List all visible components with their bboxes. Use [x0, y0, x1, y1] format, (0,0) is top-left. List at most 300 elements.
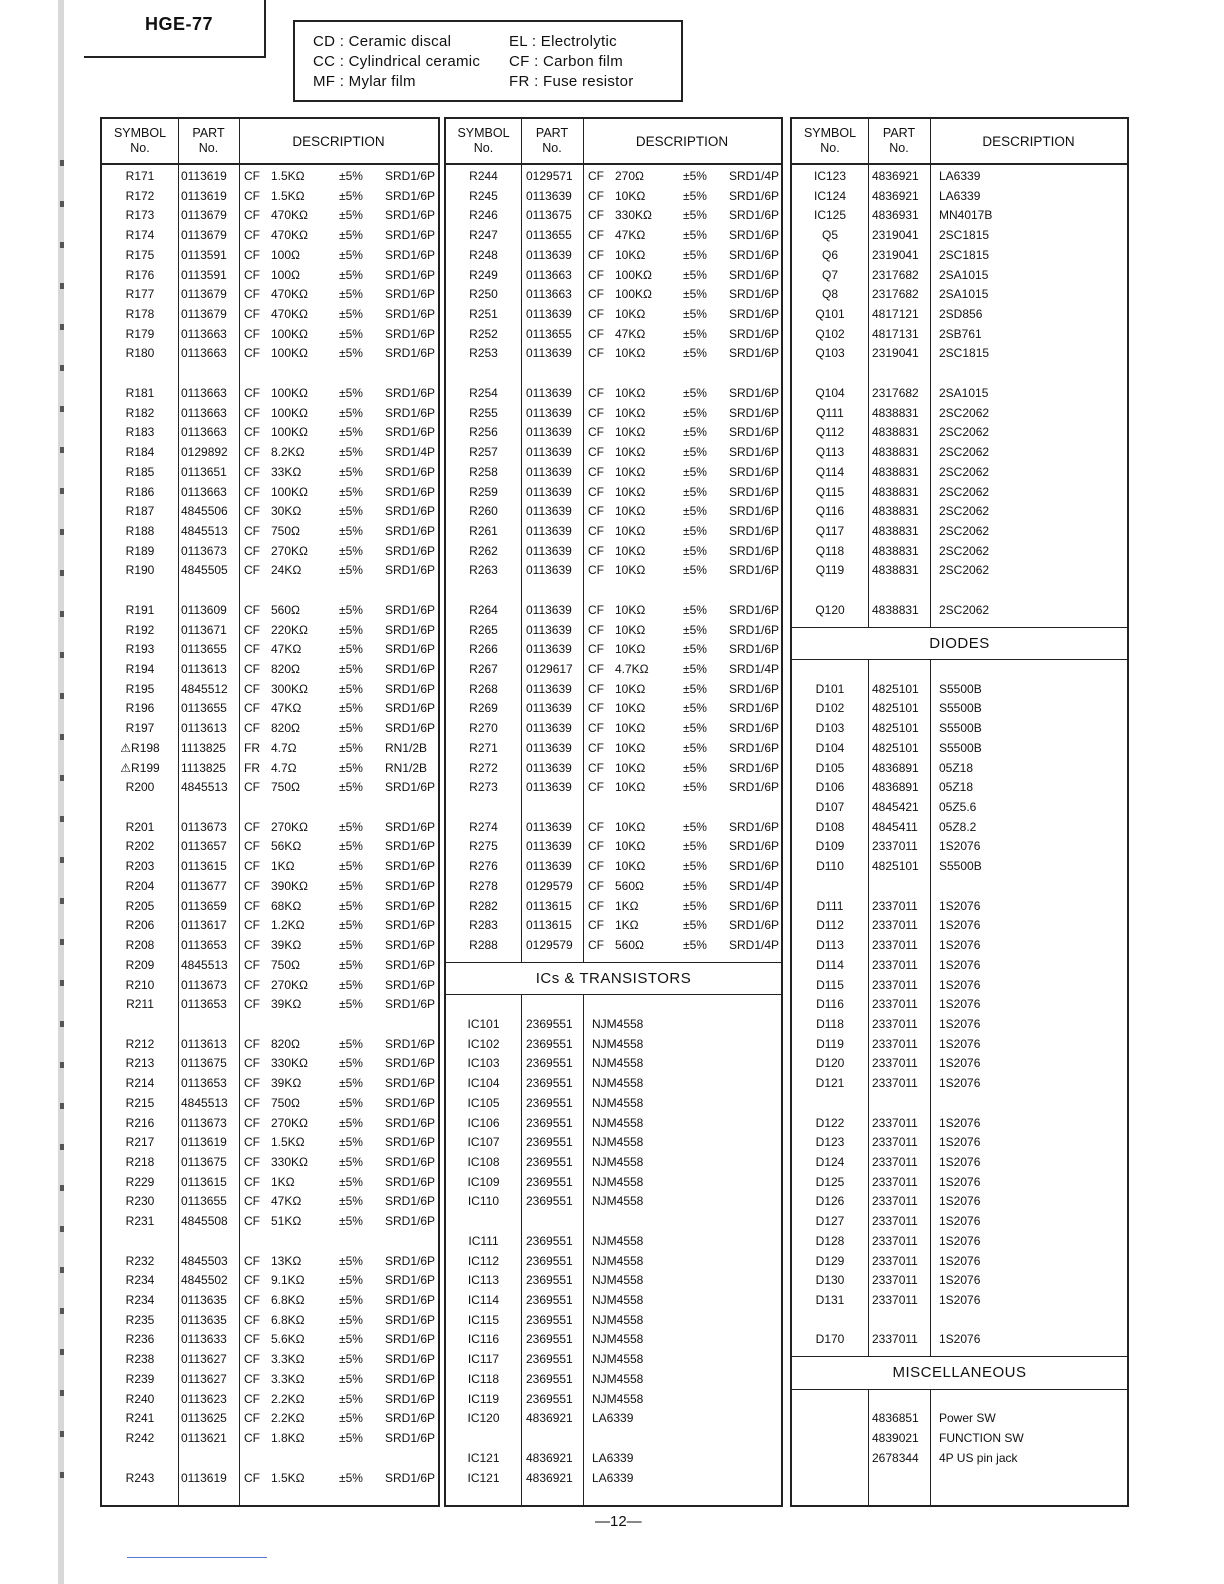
part-description: LA6339 [592, 1411, 634, 1426]
resistor-spec: SRD1/6P [385, 1253, 436, 1268]
part-description: NJM4558 [592, 1332, 644, 1347]
part-description: 1S2076 [939, 997, 981, 1012]
part-symbol: R273 [469, 780, 498, 795]
resistor-spec: SRD1/6P [729, 346, 780, 361]
resistor-type: CF [244, 445, 260, 460]
part-number: 2337011 [872, 898, 918, 913]
resistor-tolerance: ±5% [339, 740, 363, 755]
part-symbol: R171 [125, 169, 155, 183]
page-number: —12— [595, 1513, 642, 1530]
part-symbol: R179 [125, 326, 155, 341]
resistor-spec: SRD1/6P [385, 1293, 436, 1308]
part-description: NJM4558 [592, 1273, 644, 1288]
resistor-value: 24KΩ [271, 563, 302, 578]
part-symbol: R175 [125, 247, 155, 262]
part-number: 4838831 [872, 464, 919, 479]
part-number: 0129617 [526, 662, 573, 676]
resistor-value: 10KΩ [615, 385, 646, 400]
column-divider [583, 993, 584, 1505]
resistor-type: CF [588, 721, 604, 736]
resistor-tolerance: ±5% [339, 385, 363, 400]
resistor-tolerance: ±5% [339, 1371, 363, 1386]
resistor-value: 5.6KΩ [271, 1332, 305, 1347]
resistor-spec: SRD1/6P [385, 464, 436, 479]
resistor-spec: SRD1/4P [729, 662, 780, 676]
resistor-value: 560Ω [271, 602, 300, 617]
resistor-type: CF [244, 563, 260, 578]
resistor-tolerance: ±5% [339, 957, 363, 972]
resistor-spec: SRD1/6P [385, 346, 436, 361]
resistor-value: 10KΩ [615, 523, 646, 538]
resistor-value: 47KΩ [615, 326, 646, 341]
part-number: 2337011 [872, 997, 918, 1012]
part-symbol: IC117 [467, 1352, 500, 1367]
part-number: 0113657 [181, 839, 227, 854]
part-number: 2317682 [872, 287, 919, 302]
part-number: 0113639 [526, 602, 572, 617]
binding-mark [60, 775, 64, 781]
resistor-tolerance: ±5% [683, 681, 707, 696]
resistor-value: 560Ω [615, 878, 644, 893]
part-symbol: R256 [469, 425, 498, 440]
part-symbol: R255 [469, 405, 498, 420]
part-description: 05Z18 [939, 760, 974, 775]
resistor-value: 390KΩ [271, 878, 308, 893]
resistor-type: CF [244, 267, 260, 282]
resistor-tolerance: ±5% [683, 622, 707, 637]
resistor-type: CF [244, 918, 260, 933]
part-number: 0113639 [526, 188, 572, 203]
part-symbol: R205 [125, 898, 155, 913]
resistor-tolerance: ±5% [683, 839, 707, 854]
binding-mark [60, 447, 64, 453]
part-number: 0113625 [181, 1411, 227, 1426]
part-symbol: D110 [816, 859, 844, 874]
binding-mark [60, 529, 64, 535]
part-number: 4845513 [181, 957, 228, 972]
resistor-type: CF [588, 918, 604, 933]
resistor-spec: SRD1/6P [385, 504, 436, 519]
resistor-value: 1KΩ [615, 918, 639, 933]
part-number: 2369551 [526, 1135, 573, 1150]
part-symbol: R186 [125, 484, 155, 499]
resistor-value: 750Ω [271, 523, 300, 538]
part-number: 0113673 [181, 977, 227, 992]
part-number: 2369551 [526, 1016, 573, 1031]
resistor-tolerance: ±5% [339, 977, 363, 992]
part-symbol: R250 [469, 287, 498, 302]
resistor-type: CF [244, 1076, 260, 1091]
part-symbol: D118 [816, 1016, 844, 1031]
resistor-spec: SRD1/6P [729, 760, 780, 775]
resistor-spec: SRD1/6P [385, 247, 436, 262]
resistor-spec: SRD1/6P [385, 1391, 436, 1406]
part-number: 0113671 [181, 622, 227, 637]
resistor-value: 1KΩ [271, 1174, 295, 1189]
part-symbol: IC113 [467, 1273, 500, 1288]
resistor-value: 47KΩ [615, 228, 646, 243]
part-symbol: IC123 [813, 169, 847, 183]
resistor-value: 13KΩ [271, 1253, 302, 1268]
part-symbol: IC114 [467, 1293, 500, 1308]
resistor-value: 10KΩ [615, 721, 646, 736]
resistor-spec: SRD1/6P [385, 1332, 436, 1347]
part-number: 0113615 [181, 1174, 227, 1189]
resistor-type: CF [588, 464, 604, 479]
resistor-value: 10KΩ [615, 445, 646, 460]
part-symbol: D127 [815, 1214, 845, 1229]
resistor-type: CF [588, 740, 604, 755]
resistor-value: 100KΩ [615, 267, 652, 282]
resistor-value: 3.3KΩ [271, 1352, 305, 1367]
resistor-tolerance: ±5% [339, 1470, 363, 1485]
part-number: 0113663 [181, 326, 227, 341]
part-symbol: R271 [469, 740, 498, 755]
part-number: 0129571 [526, 169, 573, 183]
resistor-type: CF [244, 1371, 260, 1386]
resistor-value: 1.2KΩ [271, 918, 305, 933]
binding-mark [60, 242, 64, 248]
resistor-value: 33KΩ [271, 464, 302, 479]
resistor-type: CF [244, 701, 260, 716]
resistor-spec: SRD1/6P [385, 1470, 436, 1485]
resistor-value: 10KΩ [615, 859, 646, 874]
part-number: 2369551 [526, 1095, 573, 1110]
resistor-value: 820Ω [271, 662, 300, 676]
part-symbol: R189 [125, 543, 155, 558]
part-symbol: R288 [469, 938, 498, 953]
binding-mark [60, 160, 64, 166]
part-description: 1S2076 [939, 1233, 981, 1248]
part-description: 1S2076 [939, 1115, 981, 1130]
part-number: 2337011 [872, 839, 918, 854]
part-number: 0113679 [181, 208, 227, 223]
resistor-tolerance: ±5% [339, 484, 363, 499]
part-symbol: IC109 [467, 1174, 500, 1189]
part-number: 0113619 [181, 169, 227, 183]
resistor-spec: SRD1/6P [385, 405, 436, 420]
part-number: 0113621 [181, 1431, 227, 1446]
resistor-type: CF [244, 1411, 260, 1426]
resistor-tolerance: ±5% [339, 1214, 363, 1229]
part-symbol: R210 [125, 977, 155, 992]
resistor-spec: SRD1/6P [385, 169, 436, 183]
part-symbol: D107 [815, 800, 845, 815]
part-symbol: R254 [469, 385, 498, 400]
part-number: 0113639 [526, 307, 572, 322]
resistor-tolerance: ±5% [339, 247, 363, 262]
legend-fr: FR : Fuse resistor [509, 73, 634, 90]
resistor-value: 10KΩ [615, 425, 646, 440]
part-description: S5500B [939, 701, 982, 716]
part-number: 2337011 [872, 1194, 918, 1209]
resistor-value: 820Ω [271, 1036, 300, 1051]
part-symbol: R181 [125, 385, 155, 400]
part-symbol: D109 [815, 839, 845, 854]
resistor-tolerance: ±5% [683, 740, 707, 755]
part-symbol: R258 [469, 464, 498, 479]
resistor-type: CF [588, 504, 604, 519]
resistor-value: 1KΩ [615, 898, 639, 913]
header-symbol [102, 119, 178, 163]
resistor-spec: SRD1/6P [729, 839, 780, 854]
part-number: 2369551 [526, 1352, 573, 1367]
part-number: 0113655 [526, 228, 572, 243]
part-description: NJM4558 [592, 1135, 644, 1150]
part-symbol: R245 [469, 188, 498, 203]
part-symbol: Q5 [821, 228, 838, 243]
part-symbol: D131 [815, 1293, 845, 1308]
part-number: 2369551 [526, 1115, 573, 1130]
resistor-value: 10KΩ [615, 247, 646, 262]
footer-rule [127, 1557, 267, 1558]
part-symbol: R269 [469, 701, 498, 716]
part-symbol: D102 [815, 701, 845, 716]
part-symbol: R240 [125, 1391, 155, 1406]
resistor-type: CF [244, 1391, 260, 1406]
resistor-tolerance: ±5% [683, 878, 707, 893]
resistor-value: 8.2KΩ [271, 445, 305, 460]
part-description: 1S2076 [939, 1155, 981, 1169]
part-symbol: IC112 [467, 1253, 500, 1268]
part-symbol: D120 [815, 1056, 845, 1071]
part-symbol: R236 [125, 1332, 155, 1347]
part-description: 05Z8.2 [939, 819, 977, 834]
part-number: 0113639 [526, 780, 572, 795]
part-description: 1S2076 [939, 957, 981, 972]
resistor-type: CF [244, 721, 260, 736]
part-symbol: R204 [125, 878, 155, 893]
part-number: 4838831 [872, 563, 919, 578]
part-number: 2369551 [526, 1332, 573, 1347]
part-number: 4836921 [872, 188, 919, 203]
part-description: 2SC2062 [939, 445, 990, 460]
header-part-no: No. [542, 141, 562, 155]
table-header [102, 119, 438, 165]
resistor-type: CF [588, 169, 604, 183]
binding-mark [60, 1062, 64, 1068]
part-number: 0113663 [181, 425, 227, 440]
resistor-spec: SRD1/6P [729, 681, 780, 696]
header-part-label: PART [882, 126, 916, 140]
part-symbol: R216 [125, 1115, 155, 1130]
resistor-tolerance: ±5% [683, 918, 707, 933]
resistor-value: 47KΩ [271, 701, 302, 716]
header-part [521, 119, 583, 163]
resistor-spec: SRD1/6P [729, 445, 780, 460]
part-number: 4839021 [872, 1431, 919, 1446]
resistor-tolerance: ±5% [683, 938, 707, 953]
part-symbol [792, 1449, 868, 1468]
resistor-value: 270KΩ [271, 819, 308, 834]
part-number: 4836921 [526, 1470, 573, 1485]
resistor-value: 270KΩ [271, 543, 308, 558]
resistor-spec: SRD1/6P [385, 1214, 436, 1229]
part-number: 0113639 [526, 681, 572, 696]
part-description: 2SC1815 [939, 228, 990, 243]
part-number: 4825101 [872, 721, 919, 736]
resistor-type: CF [244, 247, 260, 262]
part-number: 0113623 [181, 1391, 227, 1406]
resistor-value: 10KΩ [615, 405, 646, 420]
resistor-tolerance: ±5% [339, 1391, 363, 1406]
resistor-value: 100Ω [271, 247, 300, 262]
resistor-spec: SRD1/6P [385, 267, 436, 282]
resistor-spec: SRD1/6P [385, 839, 436, 854]
resistor-type: CF [244, 997, 260, 1012]
resistor-type: CF [588, 662, 604, 676]
resistor-spec: SRD1/6P [729, 622, 780, 637]
resistor-tolerance: ±5% [339, 1253, 363, 1268]
resistor-value: 47KΩ [271, 1194, 302, 1209]
part-number: 2369551 [526, 1273, 573, 1288]
resistor-spec: SRD1/6P [385, 957, 436, 972]
binding-mark [60, 488, 64, 494]
part-number: 4845512 [181, 681, 228, 696]
resistor-type: CF [244, 1155, 260, 1169]
resistor-value: 10KΩ [615, 543, 646, 558]
part-description: NJM4558 [592, 1115, 644, 1130]
part-description: S5500B [939, 721, 982, 736]
resistor-value: 1.8KΩ [271, 1431, 305, 1446]
part-description: NJM4558 [592, 1036, 644, 1051]
part-number: 4825101 [872, 740, 919, 755]
resistor-tolerance: ±5% [339, 1135, 363, 1150]
resistor-spec: SRD1/6P [729, 484, 780, 499]
resistor-type: CF [244, 1470, 260, 1485]
part-number: 0129892 [181, 445, 228, 460]
resistor-tolerance: ±5% [339, 543, 363, 558]
resistor-spec: SRD1/6P [385, 780, 436, 795]
resistor-tolerance: ±5% [683, 425, 707, 440]
resistor-tolerance: ±5% [683, 760, 707, 775]
resistor-type: CF [244, 839, 260, 854]
part-description: 1S2076 [939, 1135, 981, 1150]
binding-mark [60, 570, 64, 576]
part-number: 4838831 [872, 484, 919, 499]
part-symbol: R187 [125, 504, 155, 519]
part-description: 1S2076 [939, 1214, 981, 1229]
part-number: 2369551 [526, 1194, 573, 1209]
part-symbol: R188 [125, 523, 155, 538]
resistor-type: CF [244, 346, 260, 361]
part-number: 4845513 [181, 1095, 228, 1110]
part-number: 4845513 [181, 523, 228, 538]
part-symbol: R234 [125, 1293, 155, 1308]
resistor-tolerance: ±5% [683, 385, 707, 400]
part-symbol: R282 [469, 898, 498, 913]
resistor-spec: SRD1/6P [729, 464, 780, 479]
part-number: 4845505 [181, 563, 228, 578]
part-number: 0113609 [181, 602, 227, 617]
resistor-tolerance: ±5% [339, 878, 363, 893]
resistor-value: 10KΩ [615, 504, 646, 519]
part-symbol: IC115 [467, 1312, 500, 1327]
resistor-type: CF [244, 1135, 260, 1150]
part-symbol: R247 [469, 228, 498, 243]
resistor-type: CF [588, 425, 604, 440]
part-number: 0113673 [181, 543, 227, 558]
part-number: 0113635 [181, 1293, 227, 1308]
resistor-type: CF [588, 642, 604, 657]
resistor-spec: SRD1/6P [385, 859, 436, 874]
section-heading: MISCELLANEOUS [792, 1356, 1127, 1389]
part-number: 0113619 [181, 1135, 227, 1150]
part-symbol: IC106 [467, 1115, 500, 1130]
resistor-type: CF [588, 760, 604, 775]
part-number: 2369551 [526, 1155, 573, 1169]
part-number: 4845421 [872, 800, 919, 815]
resistor-tolerance: ±5% [683, 859, 707, 874]
part-symbol: R251 [469, 307, 498, 322]
binding-mark [60, 980, 64, 986]
part-number: 0113679 [181, 228, 227, 243]
part-symbol: D130 [815, 1273, 845, 1288]
resistor-value: 10KΩ [615, 740, 646, 755]
part-description: 1S2076 [939, 1016, 981, 1031]
binding-mark [60, 898, 64, 904]
part-number: 0113615 [526, 898, 572, 913]
part-number: 0113639 [526, 504, 572, 519]
part-symbol: R267 [469, 662, 498, 676]
part-symbol: D119 [816, 1036, 844, 1051]
part-description: 2SA1015 [939, 287, 989, 302]
resistor-tolerance: ±5% [339, 563, 363, 578]
part-number: 2337011 [872, 1115, 918, 1130]
resistor-tolerance: ±5% [339, 1293, 363, 1308]
part-number: 2337011 [872, 1036, 918, 1051]
part-symbol: R176 [125, 267, 155, 282]
resistor-spec: SRD1/6P [385, 1155, 436, 1169]
column-divider [930, 119, 931, 627]
header-description: DESCRIPTION [635, 133, 729, 149]
resistor-spec: SRD1/6P [729, 385, 780, 400]
part-symbol: IC125 [813, 208, 847, 223]
part-symbol: D122 [815, 1115, 845, 1130]
binding-mark [60, 1021, 64, 1027]
part-description: S5500B [939, 740, 982, 755]
resistor-value: 750Ω [271, 780, 300, 795]
resistor-tolerance: ±5% [339, 839, 363, 854]
resistor-tolerance: ±5% [339, 1095, 363, 1110]
legend-cc: CC : Cylindrical ceramic [313, 53, 481, 70]
part-number: 0113639 [526, 425, 572, 440]
binding-mark [60, 857, 64, 863]
resistor-value: 100KΩ [271, 484, 308, 499]
resistor-tolerance: ±5% [339, 1056, 363, 1071]
part-symbol: R201 [125, 819, 155, 834]
part-symbol: R202 [125, 839, 155, 854]
part-number: 0113679 [181, 287, 227, 302]
resistor-spec: SRD1/6P [385, 898, 436, 913]
part-description: 1S2076 [939, 938, 981, 953]
part-number: 0113639 [526, 405, 572, 420]
resistor-spec: SRD1/6P [729, 523, 780, 538]
part-symbol: R242 [125, 1431, 155, 1446]
resistor-value: 6.8KΩ [271, 1293, 305, 1308]
part-number: 0129579 [526, 938, 573, 953]
header-part-no: No. [198, 141, 219, 155]
part-number: 4845411 [872, 819, 918, 834]
resistor-tolerance: ±5% [339, 464, 363, 479]
resistor-type: CF [244, 504, 260, 519]
binding-mark [60, 1390, 64, 1396]
part-description: 1S2076 [939, 1174, 981, 1189]
resistor-spec: SRD1/6P [729, 740, 780, 755]
part-number: 0113675 [526, 208, 572, 223]
resistor-tolerance: ±5% [683, 563, 707, 578]
part-description: 4P US pin jack [939, 1450, 1018, 1465]
